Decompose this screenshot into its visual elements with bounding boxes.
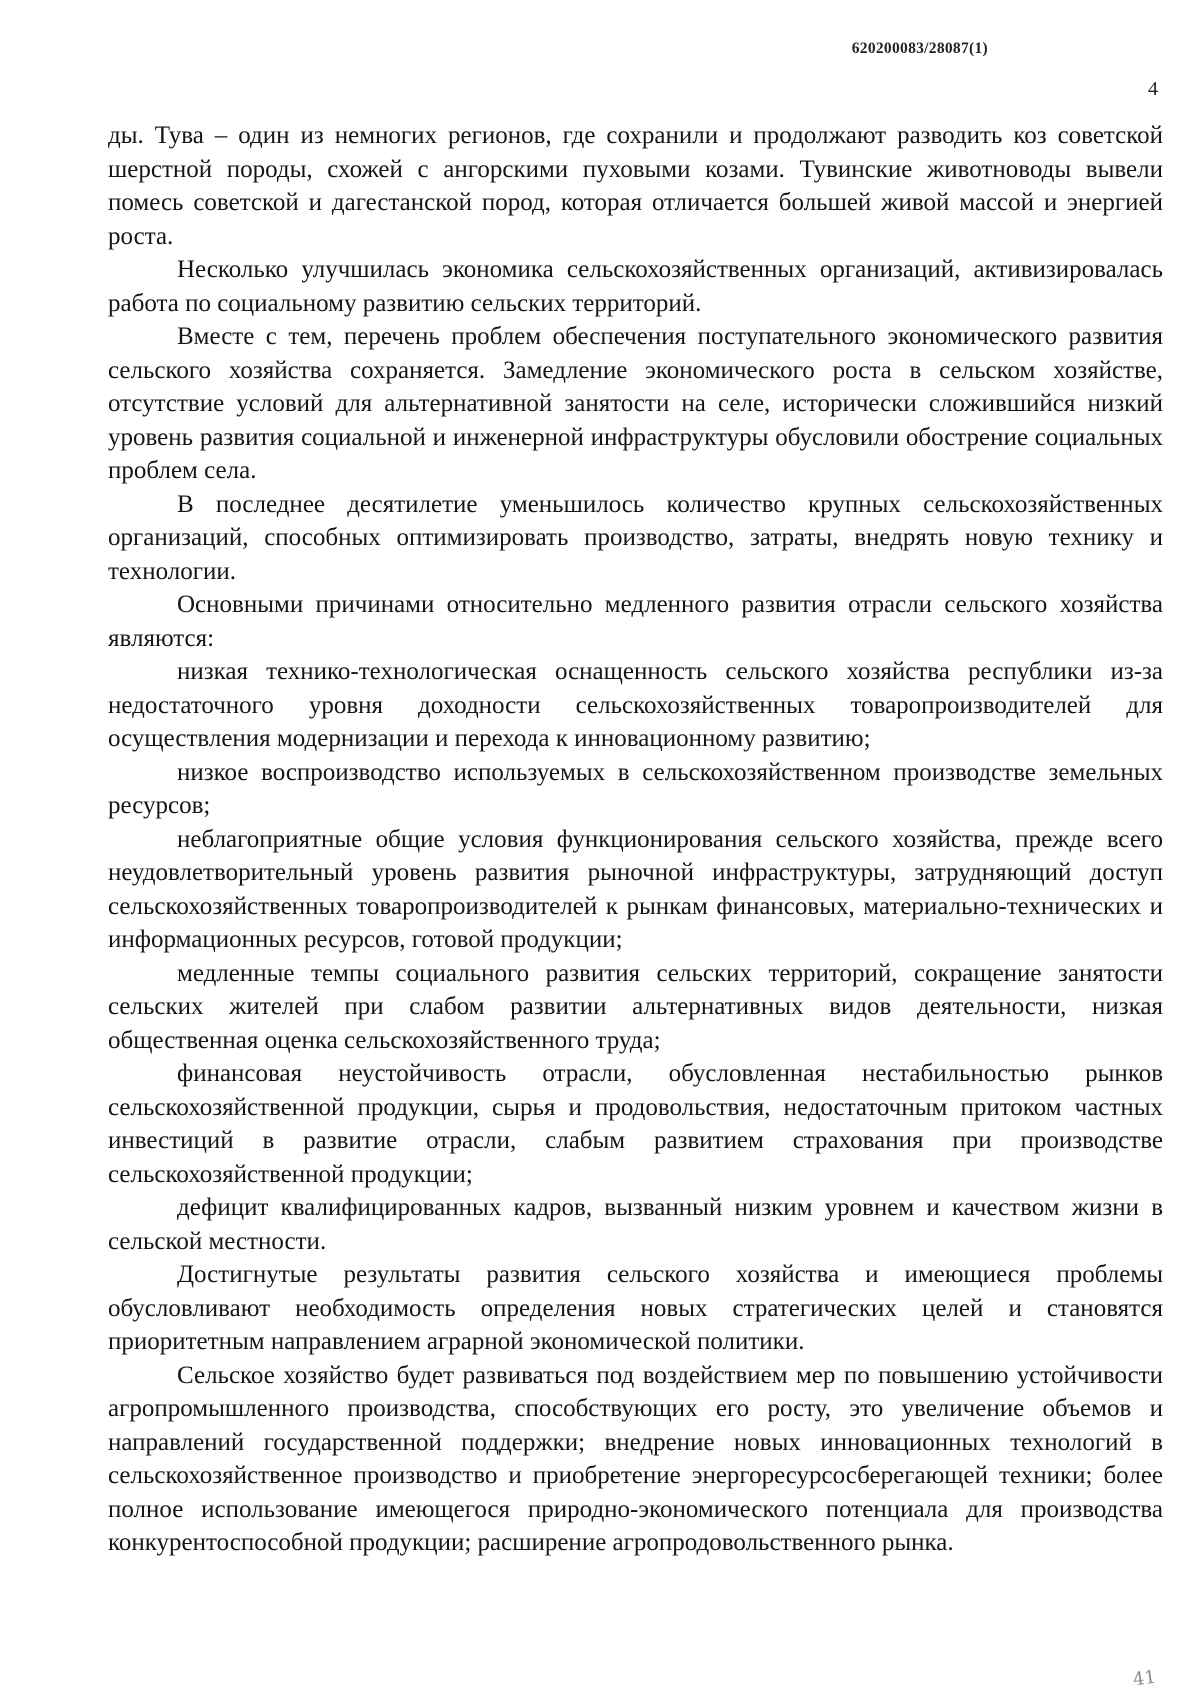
paragraph-continuation: ды. Тува – один из немногих регионов, где сохранили и продолжают разводить коз советской шерстной породы, схожей с ангорскими пуховыми козами. Тувинские животноводы вывели помесь советской и дагестанской пород, которая отличается большей живой массой и энергией роста.: [108, 122, 1163, 250]
paragraph-strategic-goals: Достигнутые результаты развития сельского хозяйства и имеющиеся проблемы обусловливают необходимость определения новых стратегических целей и становятся приоритетным направлением аграрной экономической политики.: [108, 1261, 1163, 1355]
document-id: 620200083/28087(1): [851, 40, 988, 57]
paragraph-development-measures: Сельское хозяйство будет развиваться под воздействием мер по повышению устойчивости агропромышленного производства, способствующих его росту, это увеличение объемов и направлений государственной поддержки; внедрение новых инновационных технологий в сельскохозяйственное производство и приобретение энергоресурсосберегающей техники; более полное использование имеющегося природно-экономического потенциала для производства конкурентоспособной продукции; расширение агропродовольственного рынка.: [108, 1361, 1163, 1556]
list-item-financial-instability: финансовая неустойчивость отрасли, обусловленная нестабильностью рынков сельскохозяйственной продукции, сырья и продовольствия, недостаточным притоком частных инвестиций в развитие отрасли, слабым развитием страхования при производстве сельскохозяйственной продукции;: [108, 1060, 1163, 1188]
document-body: [108, 119, 1163, 1560]
list-item-unfavorable-conditions: неблагоприятные общие условия функционирования сельского хозяйства, прежде всего неудовлетворительный уровень развития рыночной инфраструктуры, затрудняющий доступ сельскохозяйственных товаропроизводителей к рынкам финансовых, материально-технических и информационных ресурсов, готовой продукции;: [108, 825, 1163, 953]
paragraph-main-causes-intro: Основными причинами относительно медленного развития отрасли сельского хозяйства являются:: [108, 591, 1163, 652]
handwritten-corner-mark: 41: [1131, 1666, 1158, 1691]
list-item-slow-social-development: медленные темпы социального развития сельских территорий, сокращение занятости сельских жителей при слабом развитии альтернативных видов деятельности, низкая общественная оценка сельскохозяйственного труда;: [108, 959, 1163, 1054]
paragraph-problems-persist: Вместе с тем, перечень проблем обеспечения поступательного экономического развития сельского хозяйства сохраняется. Замедление экономического роста в сельском хозяйстве, отсутствие условий для альтернативной занятости на селе, исторически сложившийся низкий уровень развития социальной и инженерной инфраструктуры обусловили обострение социальных проблем села.: [108, 323, 1163, 484]
list-item-low-tech: низкая технико-технологическая оснащенность сельского хозяйства республики из-за недостаточного уровня доходности сельскохозяйственных товаропроизводителей для осуществления модернизации и перехода к инновационному развитию;: [108, 658, 1163, 752]
paragraph-economy-improved: Несколько улучшилась экономика сельскохозяйственных организаций, активизировалась работа по социальному развитию сельских территорий.: [108, 256, 1163, 317]
list-item-land-resources: низкое воспроизводство используемых в сельскохозяйственном производстве земельных ресурсов;: [108, 758, 1163, 819]
paragraph-large-orgs-decline: В последнее десятилетие уменьшилось количество крупных сельскохозяйственных организаций, способных оптимизировать производство, затраты, внедрять новую технику и технологии.: [108, 490, 1163, 585]
page-number: 4: [1148, 78, 1158, 100]
list-item-staff-shortage: дефицит квалифицированных кадров, вызванный низким уровнем и качеством жизни в сельской местности.: [108, 1194, 1163, 1255]
